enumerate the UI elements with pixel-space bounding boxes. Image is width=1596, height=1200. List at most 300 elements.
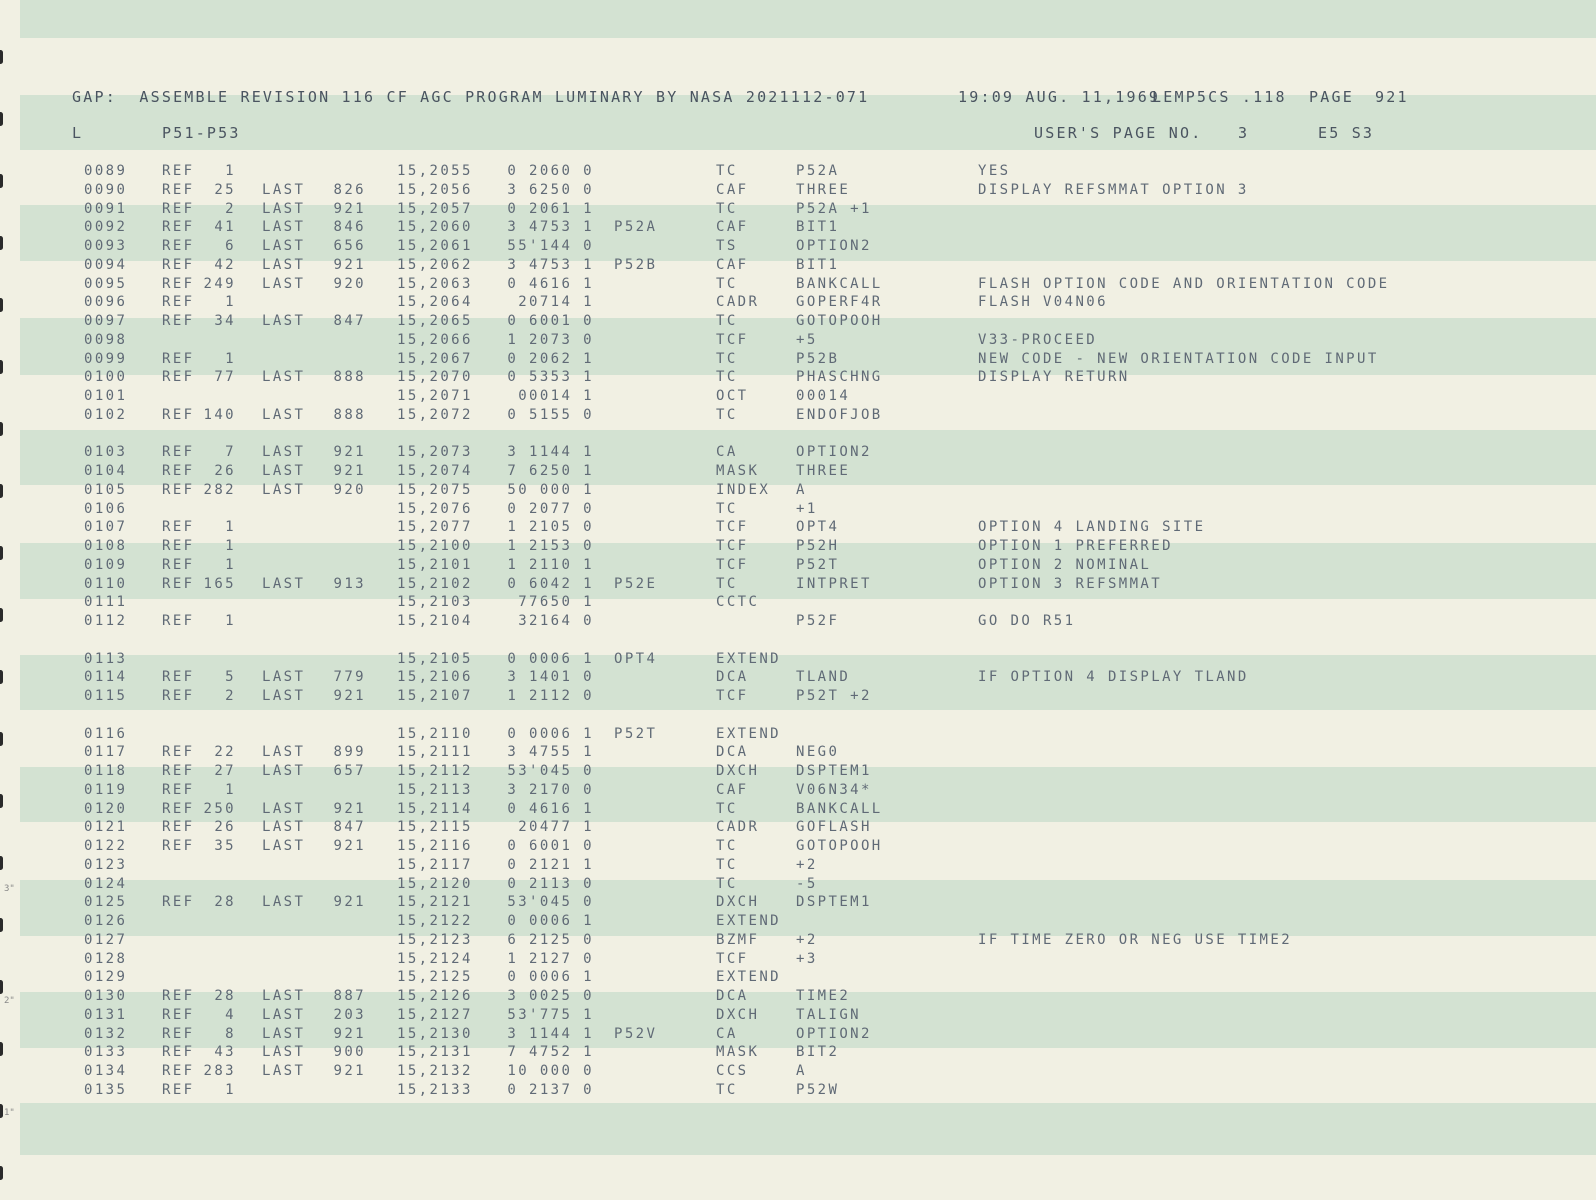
cell-word: 0 2077 0 [507,500,594,517]
cell-last: LAST [262,669,306,686]
listing-row [0,556,1596,575]
listing-row [0,987,1596,1006]
cell-refn: 28 [214,988,236,1004]
cell-operand: TLAND [796,669,851,686]
cell-word: 3 0025 0 [507,988,594,1004]
cell-operand: BANKCALL [796,800,883,817]
listing-row [0,1006,1596,1025]
cell-operand: OPTION2 [796,444,872,461]
cell-op: TC [716,369,738,386]
cell-word: 6 2125 0 [507,931,594,948]
cell-ref: REF [162,406,195,423]
cell-label: OPT4 [614,650,658,667]
cell-word: 00014 1 [518,388,594,404]
cell-word: 77650 1 [518,594,594,611]
listing-row [0,931,1596,950]
cell-last: LAST [262,256,306,273]
cell-comment: FLASH OPTION CODE AND ORIENTATION CODE [978,275,1390,292]
cell-op: TC [716,500,738,517]
listing-row [0,1081,1596,1100]
cell-last: LAST [262,819,306,836]
cell-addr: 15,2114 [397,800,473,817]
assembly-title: GAP: ASSEMBLE REVISION 116 CF AGC PROGRAM LUMINARY BY NASA 2021112-071 [72,88,870,106]
cell-line: 0129 [84,969,128,986]
cell-comment: IF TIME ZERO OR NEG USE TIME2 [978,931,1293,948]
sprocket-hole-icon [0,112,3,126]
cell-operand: -5 [796,875,818,892]
cell-lastn: 921 [333,1063,366,1079]
cell-line: 0119 [84,781,128,798]
cell-line: 0122 [84,838,128,854]
cell-addr: 15,2116 [397,838,473,854]
listing-row [0,912,1596,931]
cell-refn: 1 [225,163,236,179]
cell-operand: P52A +1 [796,200,872,217]
cell-addr: 15,2063 [397,275,473,292]
cell-addr: 15,2113 [397,781,473,798]
cell-lastn: 920 [333,275,366,292]
cell-line: 0133 [84,1044,128,1061]
cell-refn: 1 [225,1081,236,1098]
cell-op: TC [716,406,738,423]
listing-row [0,275,1596,294]
cell-operand: +2 [796,856,818,873]
band-bottom [20,1103,1596,1155]
listing-row [0,443,1596,462]
cell-op: CCS [716,1063,749,1079]
cell-word: 1 2073 0 [507,331,594,348]
cell-last: LAST [262,894,306,911]
cell-word: 0 6042 1 [507,575,594,592]
cell-word: 0 0006 1 [507,725,594,742]
cell-line: 0112 [84,613,128,629]
cell-refn: 1 [225,556,236,573]
cell-ref: REF [162,256,195,273]
cell-word: 3 4753 1 [507,219,594,236]
cell-refn: 283 [203,1063,236,1079]
cell-line: 0131 [84,1006,128,1023]
cell-word: 1 2153 0 [507,538,594,554]
cell-addr: 15,2110 [397,725,473,742]
cell-op: CAF [716,256,749,273]
cell-op: EXTEND [716,913,781,929]
cell-word: 3 1401 0 [507,669,594,686]
listing-row [0,500,1596,519]
cell-operand: V06N34* [796,781,872,798]
cell-operand: P52B [796,350,840,367]
cell-op: TC [716,838,738,854]
cell-operand: TIME2 [796,988,851,1004]
cell-refn: 6 [225,238,236,254]
cell-ref: REF [162,350,195,367]
cell-ref: REF [162,519,195,536]
cell-refn: 35 [214,838,236,854]
cell-line: 0124 [84,875,128,892]
cell-ref: REF [162,313,195,329]
cell-addr: 15,2074 [397,463,473,479]
cell-last: LAST [262,481,306,498]
listing-row [0,725,1596,744]
cell-operand: P52H [796,538,840,554]
cell-refn: 77 [214,369,236,386]
cell-last: LAST [262,1063,306,1079]
cell-op: TCF [716,950,749,967]
cell-line: 0111 [84,594,128,611]
cell-addr: 15,2133 [397,1081,473,1098]
cell-line: 0135 [84,1081,128,1098]
cell-ref: REF [162,838,195,854]
cell-comment: FLASH V04N06 [978,294,1108,311]
cell-ref: REF [162,369,195,386]
cell-op: CADR [716,819,760,836]
cell-addr: 15,2066 [397,331,473,348]
cell-line: 0114 [84,669,128,686]
cell-op: CA [716,444,738,461]
cell-lastn: 920 [333,481,366,498]
cell-word: 0 2060 0 [507,163,594,179]
listing-row [0,293,1596,312]
sprocket-hole-icon [0,1104,3,1118]
listing-row [0,537,1596,556]
cell-ref: REF [162,613,195,629]
listing-row [0,668,1596,687]
listing-row [0,856,1596,875]
cell-line: 0105 [84,481,128,498]
cell-op: TCF [716,556,749,573]
cell-ref: REF [162,275,195,292]
cell-ref: REF [162,444,195,461]
cell-last: LAST [262,275,306,292]
listing-row [0,743,1596,762]
listing-row [0,762,1596,781]
cell-last: LAST [262,200,306,217]
cell-line: 0110 [84,575,128,592]
cell-addr: 15,2075 [397,481,473,498]
cell-lastn: 921 [333,256,366,273]
cell-ref: REF [162,481,195,498]
cell-addr: 15,2104 [397,613,473,629]
cell-operand: A [796,1063,807,1079]
cell-refn: 1 [225,613,236,629]
cell-op: CAF [716,219,749,236]
cell-word: 53'775 1 [507,1006,594,1023]
cell-ref: REF [162,1044,195,1061]
listing-row [0,331,1596,350]
cell-op: DXCH [716,894,760,911]
cell-op: TCF [716,519,749,536]
cell-last: LAST [262,688,306,704]
cell-addr: 15,2115 [397,819,473,836]
cell-word: 0 5353 1 [507,369,594,386]
section-name: P51-P53 [162,124,241,142]
cell-line: 0118 [84,763,128,779]
cell-operand: A [796,481,807,498]
cell-label: P52E [614,575,658,592]
cell-line: 0117 [84,744,128,761]
cell-op: TC [716,313,738,329]
cell-refn: 1 [225,294,236,311]
cell-line: 0096 [84,294,128,311]
cell-addr: 15,2064 [397,294,473,311]
cell-comment: IF OPTION 4 DISPLAY TLAND [978,669,1249,686]
cell-ref: REF [162,556,195,573]
page-number: 921 [1375,88,1409,106]
cell-word: 55'144 0 [507,238,594,254]
cell-ref: REF [162,1063,195,1079]
cell-operand: THREE [796,463,851,479]
listing-row [0,968,1596,987]
listing-row [0,387,1596,406]
cell-operand: ENDOFJOB [796,406,883,423]
cell-line: 0127 [84,931,128,948]
listing-row [0,350,1596,369]
cell-line: 0123 [84,856,128,873]
cell-last: LAST [262,181,306,198]
cell-word: 1 2112 0 [507,688,594,704]
cell-refn: 1 [225,519,236,536]
listing-row [0,368,1596,387]
cell-word: 0 0006 1 [507,969,594,986]
cell-addr: 15,2112 [397,763,473,779]
cell-addr: 15,2105 [397,650,473,667]
listing-row [0,800,1596,819]
cell-word: 32164 0 [518,613,594,629]
cell-refn: 250 [203,800,236,817]
cell-op: TCF [716,331,749,348]
cell-lastn: 899 [333,744,366,761]
cell-addr: 15,2070 [397,369,473,386]
cell-ref: REF [162,781,195,798]
listing-row [0,687,1596,706]
cell-line: 0132 [84,1025,128,1042]
cell-op: CA [716,1025,738,1042]
cell-lastn: 921 [333,1025,366,1042]
cell-addr: 15,2060 [397,219,473,236]
cell-word: 3 1144 1 [507,1025,594,1042]
listing-row [0,1025,1596,1044]
cell-refn: 282 [203,481,236,498]
cell-addr: 15,2076 [397,500,473,517]
cell-line: 0106 [84,500,128,517]
edge-mark-2in: 2" [4,996,15,1006]
cell-op: TC [716,856,738,873]
cell-line: 0093 [84,238,128,254]
band-top [20,0,1596,38]
cell-refn: 28 [214,894,236,911]
cell-operand: OPTION2 [796,1025,872,1042]
cell-lastn: 846 [333,219,366,236]
cell-last: LAST [262,369,306,386]
sprocket-hole-icon [0,50,3,64]
cell-ref: REF [162,1025,195,1042]
cell-refn: 1 [225,350,236,367]
sheet-code: E5 S3 [1318,124,1375,142]
cell-comment: OPTION 1 PREFERRED [978,538,1173,554]
cell-comment: OPTION 3 REFSMMAT [978,575,1163,592]
cell-last: LAST [262,800,306,817]
cell-refn: 22 [214,744,236,761]
cell-addr: 15,2121 [397,894,473,911]
cell-line: 0113 [84,650,128,667]
cell-ref: REF [162,219,195,236]
cell-word: 7 6250 1 [507,463,594,479]
cell-ref: REF [162,294,195,311]
cell-line: 0099 [84,350,128,367]
listing-row [0,837,1596,856]
cell-ref: REF [162,1006,195,1023]
cell-op: TS [716,238,738,254]
cell-addr: 15,2111 [397,744,473,761]
cell-comment: NEW CODE - NEW ORIENTATION CODE INPUT [978,350,1379,367]
cell-lastn: 847 [333,819,366,836]
cell-operand: INTPRET [796,575,872,592]
cell-operand: P52W [796,1081,840,1098]
cell-refn: 26 [214,819,236,836]
cell-refn: 7 [225,444,236,461]
cell-operand: OPTION2 [796,238,872,254]
listing-row [0,593,1596,612]
listing-row [0,875,1596,894]
listing-row [0,950,1596,969]
cell-word: 20714 1 [518,294,594,311]
cell-ref: REF [162,238,195,254]
cell-label: P52T [614,725,658,742]
cell-word: 7 4752 1 [507,1044,594,1061]
cell-addr: 15,2107 [397,688,473,704]
cell-ref: REF [162,669,195,686]
cell-op: TC [716,1081,738,1098]
listing-row [0,256,1596,275]
cell-refn: 41 [214,219,236,236]
cell-word: 3 2170 0 [507,781,594,798]
cell-word: 0 2113 0 [507,875,594,892]
job-name: LEMP5CS .118 [1152,88,1287,106]
cell-addr: 15,2127 [397,1006,473,1023]
cell-word: 1 2110 1 [507,556,594,573]
cell-ref: REF [162,463,195,479]
cell-last: LAST [262,313,306,329]
cell-op: DCA [716,744,749,761]
cell-op: EXTEND [716,969,781,986]
listing-row [0,462,1596,481]
cell-addr: 15,2073 [397,444,473,461]
cell-ref: REF [162,538,195,554]
cell-line: 0098 [84,331,128,348]
cell-op: EXTEND [716,650,781,667]
cell-ref: REF [162,894,195,911]
cell-op: TC [716,575,738,592]
cell-word: 3 6250 0 [507,181,594,198]
cell-ref: REF [162,181,195,198]
cell-line: 0108 [84,538,128,554]
cell-addr: 15,2067 [397,350,473,367]
cell-addr: 15,2065 [397,313,473,329]
cell-refn: 42 [214,256,236,273]
cell-word: 1 2105 0 [507,519,594,536]
cell-label: P52B [614,256,658,273]
cell-ref: REF [162,819,195,836]
cell-line: 0090 [84,181,128,198]
cell-operand: GOTOPOOH [796,838,883,854]
cell-op: TC [716,800,738,817]
cell-last: LAST [262,988,306,1004]
cell-lastn: 900 [333,1044,366,1061]
cell-lastn: 888 [333,369,366,386]
cell-word: 0 0006 1 [507,913,594,929]
cell-last: LAST [262,444,306,461]
cell-word: 0 2061 1 [507,200,594,217]
cell-op: INDEX [716,481,771,498]
cell-lastn: 921 [333,444,366,461]
cell-lastn: 921 [333,688,366,704]
cell-line: 0103 [84,444,128,461]
cell-line: 0125 [84,894,128,911]
cell-operand: +3 [796,950,818,967]
cell-line: 0130 [84,988,128,1004]
cell-op: TC [716,350,738,367]
cell-word: 0 4616 1 [507,800,594,817]
cell-addr: 15,2061 [397,238,473,254]
cell-label: P52A [614,219,658,236]
cell-line: 0102 [84,406,128,423]
cell-line: 0128 [84,950,128,967]
cell-comment: DISPLAY REFSMMAT OPTION 3 [978,181,1249,198]
cell-op: DXCH [716,763,760,779]
listing-row [0,1043,1596,1062]
cell-addr: 15,2126 [397,988,473,1004]
cell-operand: BIT1 [796,219,840,236]
cell-op: TC [716,200,738,217]
cell-operand: DSPTEM1 [796,763,872,779]
cell-word: 0 6001 0 [507,313,594,329]
cell-word: 3 4753 1 [507,256,594,273]
cell-refn: 43 [214,1044,236,1061]
cell-word: 0 2121 1 [507,856,594,873]
cell-refn: 8 [225,1025,236,1042]
cell-operand: GOPERF4R [796,294,883,311]
listing-row [0,612,1596,631]
cell-op: TC [716,875,738,892]
cell-operand: TALIGN [796,1006,861,1023]
cell-ref: REF [162,575,195,592]
cell-op: TCF [716,688,749,704]
cell-addr: 15,2117 [397,856,473,873]
cell-lastn: 921 [333,463,366,479]
cell-addr: 15,2100 [397,538,473,554]
cell-ref: REF [162,988,195,1004]
cell-refn: 25 [214,181,236,198]
cell-comment: OPTION 4 LANDING SITE [978,519,1206,536]
cell-op: CCTC [716,594,760,611]
cell-operand: BIT2 [796,1044,840,1061]
cell-lastn: 887 [333,988,366,1004]
cell-refn: 2 [225,688,236,704]
listing-row [0,518,1596,537]
listing-row [0,818,1596,837]
cell-line: 0104 [84,463,128,479]
cell-line: 0097 [84,313,128,329]
cell-operand: OPT4 [796,519,840,536]
cell-addr: 15,2057 [397,200,473,217]
cell-op: TC [716,163,738,179]
cell-refn: 140 [203,406,236,423]
cell-operand: NEG0 [796,744,840,761]
edge-mark-1in: 1" [4,1108,15,1118]
cell-operand: PHASCHNG [796,369,883,386]
cell-addr: 15,2102 [397,575,473,592]
cell-addr: 15,2130 [397,1025,473,1042]
cell-line: 0116 [84,725,128,742]
